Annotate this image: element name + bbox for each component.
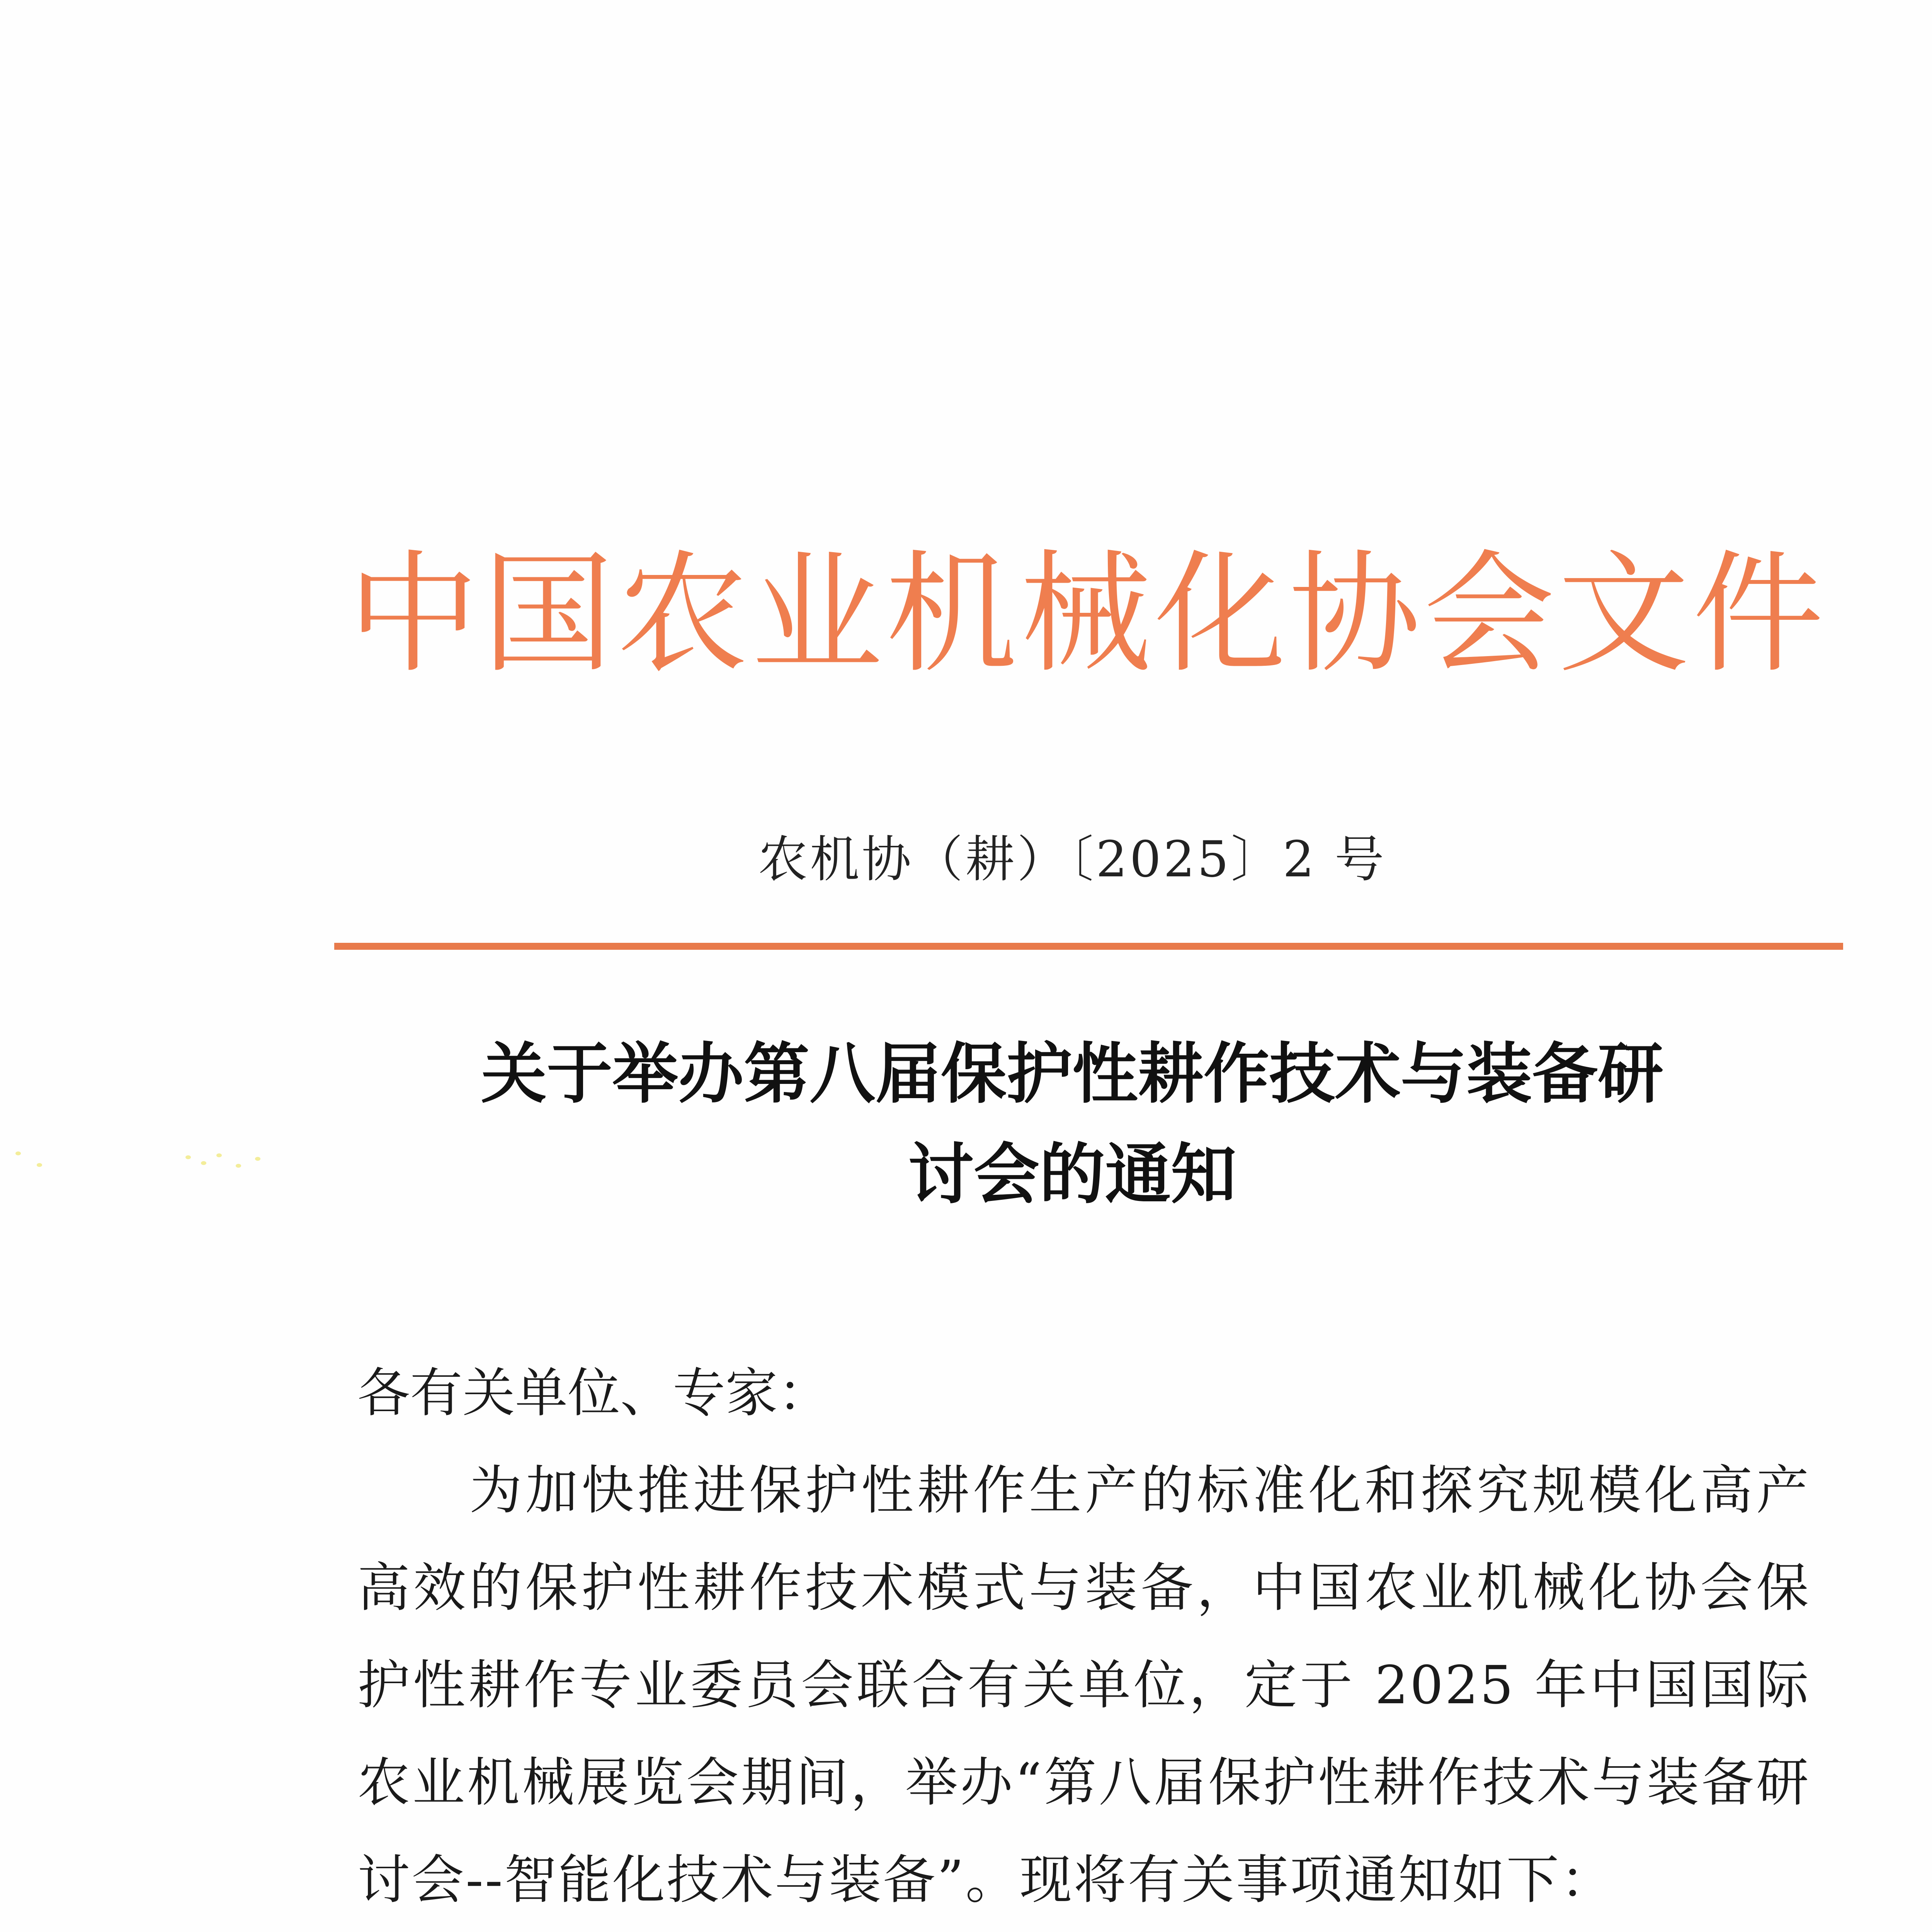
- intro-paragraph: 为加快推进保护性耕作生产的标准化和探究规模化高产高效的保护性耕作技术模式与装备，中国农业机械化协会保护性耕作专业委员会联合有关单位，定于 2025 年中国国际农业机械展览会期间，举办“第八届保护性耕作技术与装备研讨会--智能化技术与装备”。现将有关事项通知如下：: [357, 1460, 1810, 1911]
- notice-title-line-1: 关于举办第八届保护性耕作技术与装备研: [481, 1036, 1663, 1112]
- notice-title-line-2: 讨会的通知: [908, 1136, 1236, 1213]
- notice-title: [348, 1024, 1797, 1225]
- scan-speck: [15, 1151, 21, 1155]
- document-number: 农机协（耕）〔2025〕2 号: [758, 831, 1386, 888]
- scan-speck: [255, 1157, 260, 1161]
- scan-speck: [185, 1155, 191, 1159]
- issuer-title: 中国农业机械化协会文件: [348, 538, 1827, 691]
- scan-speck: [37, 1163, 42, 1167]
- salutation: 各有关单位、专家：: [357, 1363, 830, 1424]
- section-heading-organizers: [437, 1930, 752, 1932]
- scan-specks: [0, 1140, 348, 1186]
- red-divider-rule: [334, 943, 1843, 950]
- scan-speck: [236, 1164, 241, 1168]
- scan-speck: [201, 1161, 206, 1165]
- scan-speck: [216, 1153, 222, 1157]
